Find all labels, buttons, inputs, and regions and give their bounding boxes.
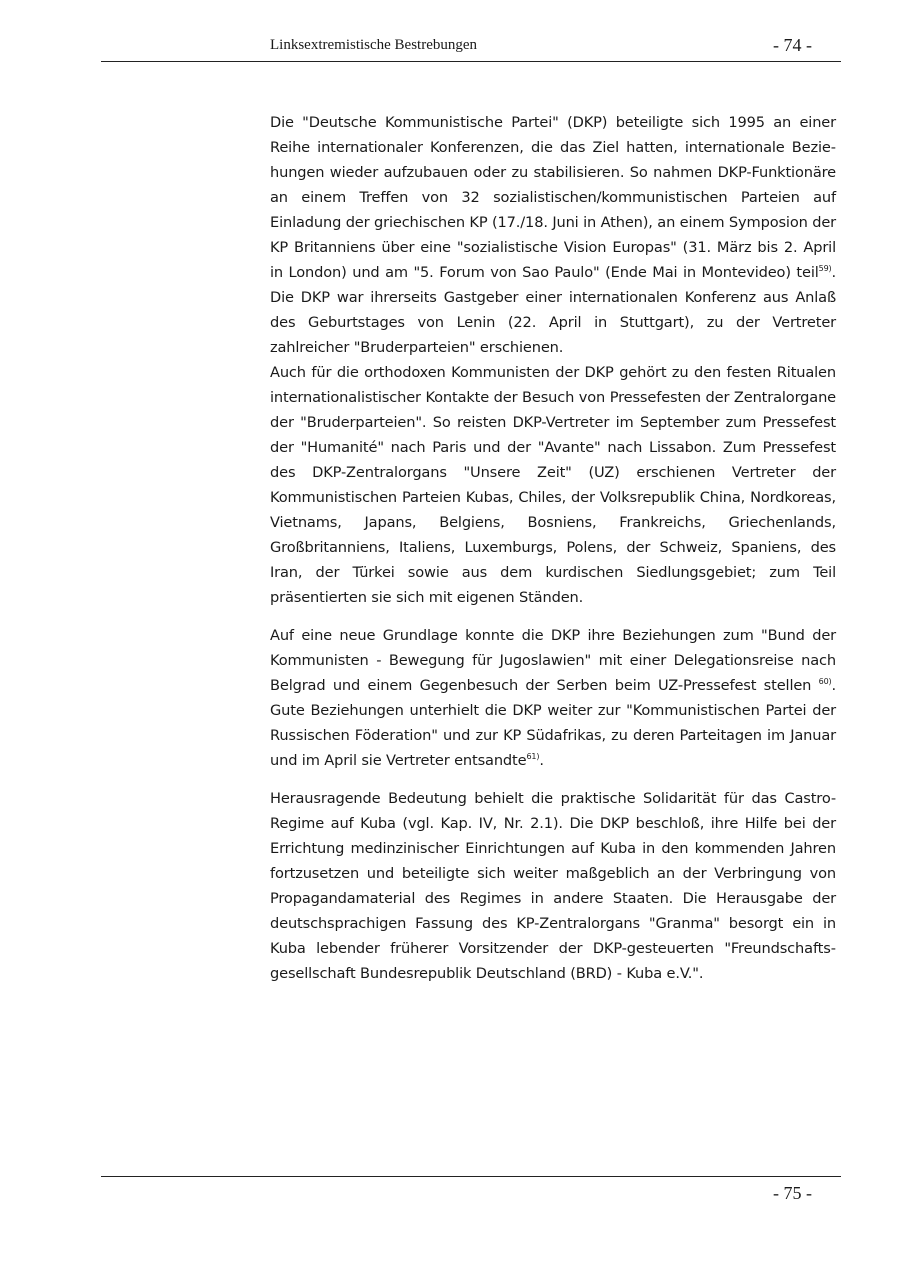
footer-page-number: - 75 - [773,1183,812,1203]
paragraph-yugoslavia-relations [270,623,836,773]
main-text [270,110,836,986]
footnote-ref-61: 61) [526,752,540,761]
running-header-title: Linksextremistische Bestrebungen [270,37,478,53]
paragraph-text: . [539,752,544,769]
footer-rule [101,1176,841,1177]
paragraph-text: Die "Deutsche Kommunistische Partei" (DKP) beteiligte sich 1995 an einer Reihe internationaler Konferenzen, die das Ziel hatten, internationale Beziehungen wieder aufzubauen oder zu stabilisieren. So nahmen DKP-Funktionäre an einem Treffen von 32 sozialistischen/kommunistischen Parteien auf Einladung der griechischen KP (17./18. Juni in Athen), an einem Symposion der KP Britanniens über eine "sozialistische Vision Europas" (31. März bis 2. April in London) und am "5. Forum von Sao Paulo" (Ende Mai in Montevideo) teil [270,114,836,281]
paragraph-text: . Gute Beziehungen unterhielt die DKP weiter zur "Kommunistischen Partei der Russischen Föderation" und zur KP Südafrikas, zu deren Parteitagen im Januar und im April sie Vertreter entsandte [270,677,836,769]
paragraph-text: . Die DKP war ihrerseits Gastgeber einer internationalen Konferenz aus Anlaß des Geburtstages von Lenin (22. April in Stuttgart), zu der Vertreter zahlreicher "Bruderparteien" erschienen. [270,264,836,356]
footnote-ref-60: 60) [818,677,832,686]
paragraph-press-festivals: Auch für die orthodoxen Kommunisten der DKP gehört zu den festen Ritualen internationalistischer Kontakte der Besuch von Pressefesten der Zentralorgane der "Bruderparteien". So reisten DKP-Vertreter im September zum Pressefest der "Humanité" nach Paris und der "Avante" nach Lissabon. Zum Pressefest des DKP-Zentralorgans "Unsere Zeit" (UZ) erschienen Vertreter der Kommunistischen Parteien Kubas, Chiles, der Volksrepublik China, Nordkoreas, Vietnams, Japans, Belgiens, Bosniens, Frankreichs, Griechenlands, Großbritanniens, Italiens, Luxemburgs, Polens, der Schweiz, Spaniens, des Iran, der Türkei sowie aus dem kurdischen Siedlungsgebiet; zum Teil präsentierten sie sich mit eigenen Ständen. [270,364,836,606]
paragraph-dkp-conferences [270,110,836,360]
header-rule [101,61,841,62]
footnote-ref-59: 59) [818,264,832,273]
header-page-number: - 74 - [773,35,812,55]
paragraph-cuba-solidarity: Herausragende Bedeutung behielt die praktische Solidarität für das Castro-Regime auf Kuba (vgl. Kap. IV, Nr. 2.1). Die DKP beschloß, ihre Hilfe bei der Errichtung medinzinischer Einrichtungen auf Kuba in den kommenden Jahren fortzusetzen und beteiligte sich weiter maßgeblich an der Verbringung von Propagandamaterial des Regimes in andere Staaten. Die Herausgabe der deutschsprachigen Fassung des KP-Zentralorgans "Granma" besorgt ein in Kuba lebender früherer Vorsitzender der DKP-gesteuerten "Freundschaftsgesellschaft Bundesrepublik Deutschland (BRD) - Kuba e.V.". [270,790,836,982]
paragraph-text: Auf eine neue Grundlage konnte die DKP ihre Beziehungen zum "Bund der Kommunisten - Bewegung für Jugoslawien" mit einer Delegationsreise nach Belgrad und einem Gegenbesuch der Serben beim UZ-Pressefest stellen [270,627,836,694]
